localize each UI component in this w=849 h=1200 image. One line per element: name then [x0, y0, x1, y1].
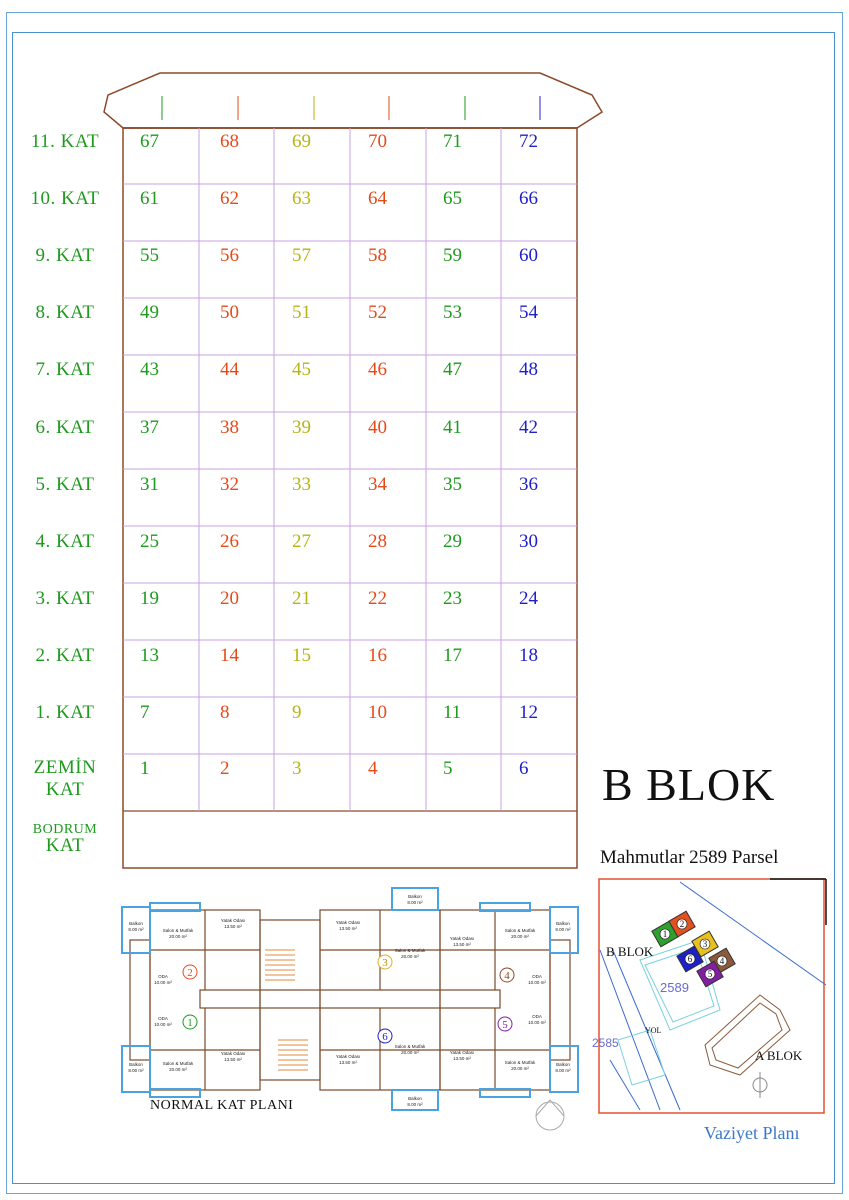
room-area-oda-4: 10.00 m² [528, 980, 546, 985]
unit-number: 22 [368, 587, 387, 609]
basement-label-line2: KAT [45, 835, 85, 856]
unit-number: 19 [140, 587, 159, 609]
room-area-oda-1: 10.00 m² [154, 1022, 172, 1027]
room-label-oda-1: ODA [158, 1016, 168, 1021]
unit-number: 55 [140, 245, 159, 267]
unit-number: 32 [220, 473, 239, 495]
floor-label: 8. KAT [35, 302, 95, 324]
unit-number: 12 [519, 702, 538, 723]
floor-label: 3. KAT [35, 587, 95, 609]
unit-number: 8 [220, 702, 230, 723]
unit-number: 11 [443, 702, 462, 723]
unit-number: 56 [220, 245, 239, 267]
room-area-oda-5: 10.00 m² [528, 1020, 546, 1025]
unit-number: 37 [140, 416, 159, 438]
room-label-salon-5: Salon & Mutfak [504, 1060, 536, 1065]
unit-number: 9 [292, 702, 302, 723]
unit-number: 23 [443, 587, 462, 609]
ground-floor-label-line1: ZEMİN [33, 757, 97, 778]
room-label-yatak-2: Yatak Odası [220, 918, 246, 923]
unit-number: 63 [292, 188, 311, 210]
unit-number: 27 [292, 530, 311, 552]
unit-number: 20 [220, 587, 239, 609]
ground-unit-number: 6 [519, 758, 529, 779]
unit-number: 64 [368, 188, 387, 210]
unit-number: 28 [368, 530, 387, 552]
room-label-yatak-4: Yatak Odası [449, 936, 475, 941]
floor-label: 11. KAT [30, 131, 100, 152]
plan-marker-1: 1 [187, 1017, 193, 1029]
unit-number: 61 [140, 188, 159, 210]
unit-number: 58 [368, 245, 387, 267]
unit-number: 14 [220, 644, 239, 666]
room-area-yatak-4: 13.50 m² [453, 942, 471, 947]
unit-number: 50 [220, 302, 239, 324]
room-area-salon-2: 20.00 m² [169, 934, 187, 939]
site-b-block-label: B BLOK [606, 944, 654, 959]
room-label-yatak-1: Yatak Odası [220, 1051, 246, 1056]
unit-number: 25 [140, 530, 159, 552]
site-road-label: YOL [645, 1026, 662, 1035]
parcel-subtitle: Mahmutlar 2589 Parsel [600, 847, 779, 868]
balkon-area-6: 8.00 m² [407, 1102, 423, 1107]
unit-number: 33 [292, 473, 311, 495]
unit-number: 10 [368, 702, 387, 723]
room-label-yatak-3a: Yatak Odası [335, 920, 361, 925]
ground-unit-number: 2 [220, 758, 230, 779]
unit-number: 35 [443, 473, 462, 495]
room-area-salon-5: 20.00 m² [511, 1066, 529, 1071]
unit-number: 47 [443, 359, 462, 381]
unit-number: 60 [519, 245, 538, 267]
ground-unit-number: 1 [140, 758, 150, 779]
unit-number: 62 [220, 188, 239, 210]
unit-number: 65 [443, 188, 462, 210]
room-area-yatak-2: 13.50 m² [224, 924, 242, 929]
unit-number: 31 [140, 473, 159, 495]
unit-number: 49 [140, 302, 159, 324]
floor-label: 7. KAT [35, 359, 95, 381]
unit-number: 42 [519, 416, 538, 438]
unit-number: 17 [443, 644, 462, 666]
ground-unit-number: 4 [368, 758, 378, 779]
balkon-label-6: Balkon [408, 1096, 422, 1101]
balkon-label-5: Balkon [556, 1062, 570, 1067]
unit-number: 41 [443, 416, 462, 438]
balkon-label-4: Balkon [556, 921, 570, 926]
unit-number: 26 [220, 530, 239, 552]
balkon-label-2: Balkon [129, 921, 143, 926]
unit-number: 40 [368, 416, 387, 438]
room-area-salon-3: 20.00 m² [401, 954, 419, 959]
balkon-area-4: 8.00 m² [555, 927, 571, 932]
unit-number: 36 [519, 473, 538, 495]
unit-number: 51 [292, 302, 311, 324]
balkon-area-2: 8.00 m² [128, 927, 144, 932]
unit-number: 7 [140, 702, 150, 723]
unit-number: 48 [519, 359, 538, 381]
balkon-area-5: 8.00 m² [555, 1068, 571, 1073]
unit-number: 57 [292, 245, 311, 267]
plan-marker-4: 4 [504, 970, 510, 982]
room-label-oda-2: ODA [158, 974, 168, 979]
unit-number: 69 [292, 131, 311, 152]
unit-number: 16 [368, 644, 387, 666]
site-marker-5: 5 [707, 969, 713, 979]
unit-number: 46 [368, 359, 387, 381]
room-area-yatak-6: 13.50 m² [339, 1060, 357, 1065]
unit-number: 43 [140, 359, 159, 381]
room-label-salon-4: Salon & Mutfak [504, 928, 536, 933]
room-label-salon-6: Salon & Mutfak [394, 1044, 426, 1049]
unit-number: 34 [368, 473, 387, 495]
site-marker-1: 1 [662, 929, 668, 939]
room-label-salon-1: Salon & Mutfak [162, 1061, 194, 1066]
room-area-salon-6: 20.00 m² [401, 1050, 419, 1055]
plan-marker-5: 5 [502, 1019, 508, 1031]
floor-label: 6. KAT [35, 416, 95, 438]
block-title: B BLOK [602, 759, 776, 810]
floor-label: 10. KAT [30, 188, 100, 210]
unit-number: 24 [519, 587, 538, 609]
unit-number: 53 [443, 302, 462, 324]
unit-number: 15 [292, 644, 311, 666]
floor-label: 5. KAT [35, 473, 95, 495]
site-marker-3: 3 [702, 939, 708, 949]
site-parcel-other: 2585 [592, 1036, 619, 1050]
balkon-label-1: Balkon [129, 1062, 143, 1067]
room-label-oda-4: ODA [532, 974, 542, 979]
plan-marker-2: 2 [187, 967, 193, 979]
unit-number: 59 [443, 245, 462, 267]
balkon-area-3: 8.00 m² [407, 900, 423, 905]
unit-number: 21 [292, 587, 311, 609]
room-area-oda-2: 10.00 m² [154, 980, 172, 985]
unit-number: 71 [443, 131, 462, 152]
unit-number: 67 [140, 131, 159, 152]
room-label-salon-3: Salon & Mutfak [394, 948, 426, 953]
site-a-block-label: A BLOK [755, 1048, 803, 1063]
room-area-yatak-3a: 13.50 m² [339, 926, 357, 931]
room-area-yatak-5: 13.50 m² [453, 1056, 471, 1061]
basement-label-line1: BODRUM [32, 822, 98, 837]
floor-plan-caption: NORMAL KAT PLANI [150, 1098, 294, 1113]
unit-number: 68 [220, 131, 239, 152]
unit-number: 13 [140, 644, 159, 666]
unit-number: 30 [519, 530, 538, 552]
plan-marker-6: 6 [382, 1031, 388, 1043]
site-marker-6: 6 [687, 954, 693, 964]
ground-unit-number: 3 [292, 758, 302, 779]
ground-floor-label-line2: KAT [45, 779, 85, 800]
site-plan-caption: Vaziyet Planı [704, 1123, 800, 1143]
room-area-salon-1: 20.00 m² [169, 1067, 187, 1072]
plan-marker-3: 3 [382, 957, 388, 969]
ground-unit-number: 5 [443, 758, 453, 779]
room-label-yatak-6: Yatak Odası [335, 1054, 361, 1059]
unit-number: 18 [519, 644, 538, 666]
unit-number: 66 [519, 188, 538, 210]
floor-label: 9. KAT [35, 245, 95, 267]
site-marker-4: 4 [719, 956, 725, 966]
room-area-salon-4: 20.00 m² [511, 934, 529, 939]
room-area-yatak-1: 13.50 m² [224, 1057, 242, 1062]
floor-label: 1. KAT [35, 702, 95, 723]
unit-number: 45 [292, 359, 311, 381]
unit-number: 70 [368, 131, 387, 152]
site-marker-2: 2 [679, 919, 685, 929]
floor-label: 2. KAT [35, 644, 95, 666]
room-label-oda-5: ODA [532, 1014, 542, 1019]
unit-number: 44 [220, 359, 239, 381]
unit-number: 38 [220, 416, 239, 438]
unit-number: 29 [443, 530, 462, 552]
room-label-salon-2: Salon & Mutfak [162, 928, 194, 933]
floor-label: 4. KAT [35, 530, 95, 552]
unit-number: 54 [519, 302, 538, 324]
site-parcel-main: 2589 [660, 980, 689, 995]
balkon-label-3: Balkon [408, 894, 422, 899]
unit-number: 52 [368, 302, 387, 324]
unit-number: 72 [519, 131, 538, 152]
balkon-area-1: 8.00 m² [128, 1068, 144, 1073]
unit-number: 39 [292, 416, 311, 438]
room-label-yatak-5: Yatak Odası [449, 1050, 475, 1055]
